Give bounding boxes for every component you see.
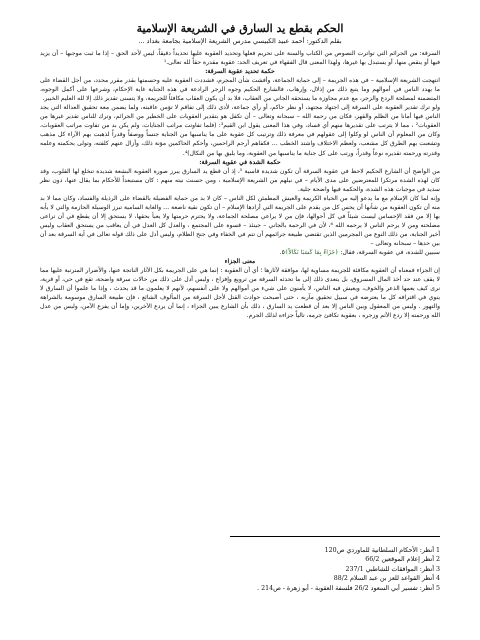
section-heading [40, 257, 440, 266]
page-title: الحكم بقطع يد السارق في الشريعة الإسلامية [136, 22, 344, 35]
footnote-3: 3 أنظر: الموافقات للشاطبي 237/1 [345, 565, 440, 573]
paragraph-text: معنى الجزاء [224, 258, 256, 266]
body-paragraph [40, 49, 440, 67]
body-paragraph [40, 167, 440, 194]
body-paragraph [40, 266, 440, 320]
section-heading [40, 67, 440, 76]
paragraph-text: إن الجزاء فمعناه أن العقوبة مكافئة للجريمة مساوية لها، موافقة لآثارها ؛ أي أن العقوبة : إنما هي على الجريمة بكل الآثار الناتجة عنها، والأضرار المترتبة عليها مما لا يقف عند حد أخذ المال المسروق، بل يتعدى ذلك إلى ما تحدثه السرقة من ترويع وإفزاع ، وليس أدل على ذلك من حالات سرقة واضحة، تقع في حي، أو قرية، نرى كيف يعمها الذعر والخوف، ويعيش فيه الناس، لا يأمنون على شيء من أموالهم ولا على أنفسهم، لأنهم لا يعلمون ما قد يحدث ، وإذا ما علموا أن السارق لا ينوي في اقترافه كل ما يعترضه في سبيل تحقيق مآربه ، حتى أصبحت حوادث القتل لأجل السرقة من المألوف الشائع ، فإن طبيعة السارق موسومة بالشراهة والتهور . وليس من المعقول وبين الناس إلا بعد أن قطعت يد السارق ، ذلك بأن الشارع يبين الجزاء ، إنما أن يردع الآخرين، وإما أن يفزع الآمن، وليس من عدل الله ورحمته إلا ردع الآثم وزجره ، بعقوبة تكافئ جرمه، تالياً جزاءه لذلك الجرم. [40, 267, 440, 320]
paragraph-text: سبيين للشدة، في عقوبة السرقة، فقال: [338, 249, 440, 257]
footnote-4: 4 أنظر القواعد للعز بن عبد السلام 88/2 [333, 575, 440, 583]
paragraph-tail: ٥. [279, 249, 285, 257]
paragraph-text: وإنه لما كان الإسلام مع ما يدعو إليه من الحياة الكريمة والعيش المطمئن لكل الناس – كان لا بد من حماية الفضيلة بالقضاء على الرذيلة والفساد، وكان مما لا بد منه أن تكون العقوبة من شأنها أن يحس كل من يقدم على الجريمة التي أرادها الإسلام – أن تكون نقية ناصعة … والغاية السامية تبرز الوسيلة الحازمة والتي لا يأبه بها إلا من فقد الإحساس ليست شيئاً في كل أحوالها، فإن من لا يراعي مصلحة الجماعة، ولا يحترم حرمتها ولا يعبأ بحقها، لا يستحق إلا أن يقطع في أن تراعى مصلحته ومن لا يرحم الناس لا يرحمه الله ⁶، لأن في الرحمة بالجاني – حينئذ – قسوة على المجتمع ، والعدل كل العدل في أن يعاقب من يستحق العقاب وليس أخير الجناية، من ذلك النوع من المجرمين الذين تقتضي طبيعة جرائمهم أن تتم في الخفاء وفي جنح الظلام، وليس أدل على ذلك قوله تعالى في آية السرقة بعد أن بين حدها – سبحانه وتعالى – [40, 194, 440, 247]
paragraph-text: السرقة: من الجرائم التي تواترت النصوص من الكتاب والسنة على تحريم فعلها وتحديد العقوبة عليها تحديداً دقيقاً، ليس لأحد الحق – إذا ما ثبت موجبها – أن يزيد فيها أو ينقص منها، أو يستبدل بها غيرها، ولهذا المعنى قال الفقهاء في تعريف الحد: عقوبة مقدرة حقاً لله تعالى.¹ [40, 50, 440, 67]
body-paragraph [40, 194, 440, 248]
body-paragraph [40, 103, 440, 157]
footnote-5: 5 أنظر: تفسير أبي السعود 26/2 فلسفة العقوبة - أبو زهرة - ص214 . [257, 584, 440, 592]
paragraph-text: من الواضح أن الشارع الحكيم لاحظ في عقوبة السرقة أن تكون شديدة قاسية ⁵، إذ أن قطع يد السارق يبرز صورة العقوبة البشعة شديدة تنخلع لها القلوب، وقد كان لهذه الشدة مرتكزا للمعترضين على مدى الأيام – في نيلهم من الشريعة الإسلامية ، ومن حسنت نيته منهم : كان مستبعداً للأحكام بما يقال عنها، دون نظر سديد في موجبات هذه الشدة، والحكمة فيها واضحة جلية. [40, 167, 440, 193]
article-body [40, 49, 440, 320]
footnote-divider [230, 536, 440, 537]
paragraph-text: انتهجت الشريعة الإسلامية – في هذه الجريمة – إلى حماية الجماعة، وأفشت شأن المجرم، فشددت العقوبة عليه وحسمتها بقدر مقرر محدد، من أجل القضاء على ما يهدد الناس في أموالهم وما يتبع ذلك من إذلال، وإرهاب، فالشارع الحكيم وجوه الزجر الرادعة في هذه الجناية غاية الإحكام، وشرعها على أكمل الوجوه، المتضمنة لمصلحة الردع والزجر، مع عدم مجاوزة ما يستحقه الجاني من العقاب، فلا بد أن يكون العقاب مكافئاً للجريمة، ولا يتسنى تقدير ذلك إلا لله العليم الخبير. [40, 77, 440, 103]
author-byline: بقلم الدكتور: أحمد عبيد الكبيسي مدرس الشريعة الإسلامية بجامعة بغداد ... [138, 37, 342, 45]
section-heading [40, 158, 440, 167]
paragraph-text: حكمة الشدة في عقوبة السرقة: [199, 158, 281, 166]
quran-verse: ﴿جَزَاءً بِمَا كَسَبَا نَكَالاً﴾ [284, 249, 339, 257]
paragraph-text: ولو ترك تقدير العقوبة على السرقة إلى اجتهاد مجتهد، أو نظر حاكم، أو رأي جماعة، لأدى ذلك إلى تفاقم لا تؤمن عاقبته، ولما يضمن معه تحقيق العدالة التي يجد الناس فيها أمانا من الظلم والقهر، فكان من رحمة الله – سبحانه وتعالى – أن تكفل هو بتقدير العقوبات على الخطير من الجرائم، وترك للناس تقدير غيرها من العقوبات² ، مما لا يترتب على تقديرها منهم أي فساد، وفي هذا المعنى يقول ابن القيم³: (فلما تفاوتت مراتب الجنايات، ولم يكن بد من تفاوت مراتب العقوبات، وكان من المعلوم أن الناس لو وكلوا إلى عقولهم في معرفة ذلك وترتيب كل عقوبة على ما يناسبها من الجناية جنساً ووصفاً وقدراً لذهبت بهم الآراء كل مذهب وتشعبت بهم الطرق كل مشعب، ولعظم الاختلاف واشتد الخطب … فكفاهم أرحم الراحمين، وأحكم الحاكمين مؤنة ذلك، وأزال عنهم كلفته، وتولى بحكمته وعلمه وقدرته ورحمته تقديره نوعاً وقدراً، ورتب على كل جناية ما يناسبها من العقوبة، وما يليق بها من النكال)⁴. [40, 104, 440, 157]
body-paragraph [40, 248, 440, 257]
footnote-1: 1 أنظر: الأحكام السلطانية للماوردي ص120 [324, 547, 440, 554]
footnotes [40, 546, 440, 593]
footnote-2: 2 أنظر إعلام الموقعين 66/2 [365, 556, 440, 564]
body-paragraph [40, 76, 440, 103]
paragraph-text: حكمة تحديد عقوبة السرقة: [205, 68, 275, 76]
